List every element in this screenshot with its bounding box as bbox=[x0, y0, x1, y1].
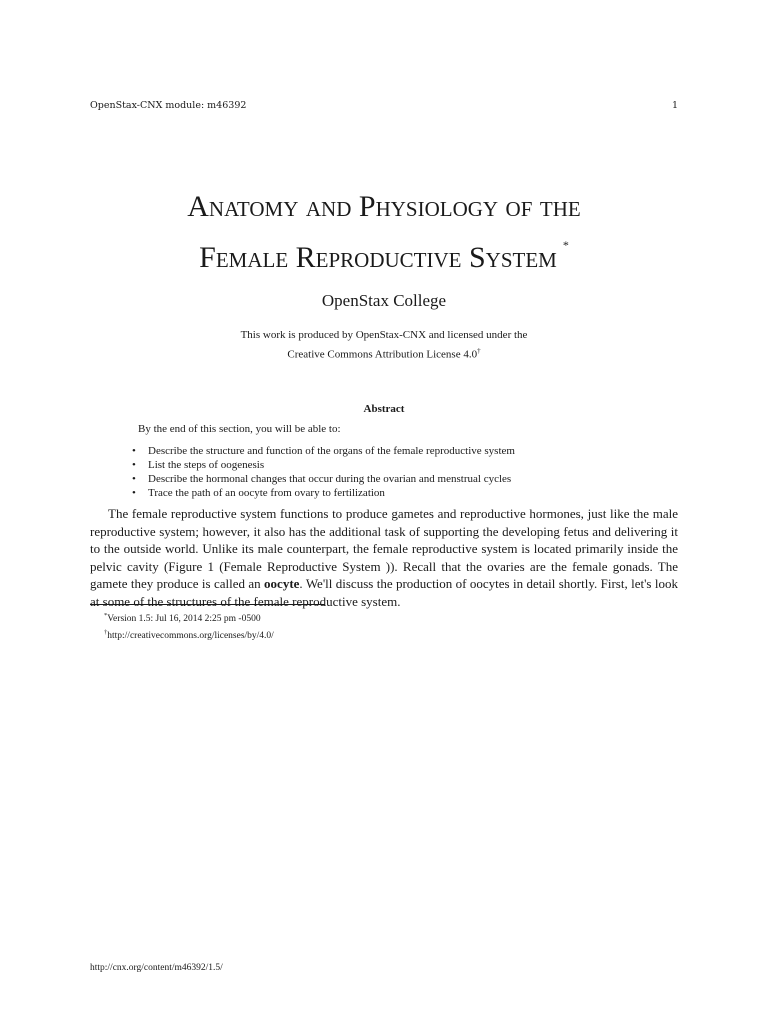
list-item bbox=[130, 486, 515, 500]
license-link[interactable]: http://creativecommons.org/licenses/by/4.0/ bbox=[107, 631, 274, 642]
objective-text: List the steps of oogenesis bbox=[148, 459, 265, 471]
footer-url[interactable]: http://cnx.org/content/m46392/1.5/ bbox=[90, 963, 223, 973]
license-statement bbox=[0, 327, 768, 363]
bullet-icon: • bbox=[132, 445, 136, 457]
page-number: 1 bbox=[671, 100, 678, 111]
bullet-icon: • bbox=[132, 473, 136, 485]
module-id: OpenStax-CNX module: m46392 bbox=[90, 100, 247, 111]
list-item bbox=[130, 444, 515, 458]
footnote-marker: * bbox=[104, 612, 108, 619]
list-item bbox=[130, 472, 515, 486]
abstract-heading: Abstract bbox=[363, 403, 405, 415]
footnote-divider bbox=[90, 604, 325, 605]
learning-objectives-list bbox=[130, 444, 515, 500]
list-item bbox=[130, 458, 515, 472]
objective-text: Describe the hormonal changes that occur during the ovarian and menstrual cycles bbox=[148, 473, 512, 485]
footnote-version bbox=[104, 609, 274, 626]
abstract-intro: By the end of this section, you will be able to: bbox=[138, 423, 341, 435]
body-text-part-1: The female reproductive system functions to produce gametes and reproductive hormones, just like the male reproductive system; however, it also has the additional task of supporting the developing fetus and delivering it to the outside world. Unlike its male counterpart, the female reproductive system is located primarily inside the pelvic cavity (Figure 1 (Female Reproductive System )). Recall that the ovaries are the female gonads. The gamete they produce is called an bbox=[90, 506, 678, 592]
footnote-text: Version 1.5: Jul 16, 2014 2:25 pm -0500 bbox=[107, 614, 261, 625]
bullet-icon: • bbox=[132, 459, 136, 471]
body-text-part-2: . We'll discuss the production of oocytes in detail shortly. First, let's look at some of the structures of the female reproductive system. bbox=[90, 576, 678, 609]
title-line-2: Female Reproductive System bbox=[199, 241, 557, 274]
license-line-1: This work is produced by OpenStax-CNX and licensed under the bbox=[240, 329, 528, 341]
title-line-1: Anatomy and Physiology of the bbox=[187, 190, 581, 223]
title-footnote-marker: * bbox=[562, 238, 569, 252]
document-title bbox=[0, 188, 768, 277]
license-line-2: Creative Commons Attribution License 4.0 bbox=[287, 348, 478, 361]
body-paragraph bbox=[90, 505, 678, 611]
footnote-license-url bbox=[104, 626, 274, 643]
term-oocyte: oocyte bbox=[264, 576, 300, 592]
footnotes bbox=[104, 609, 274, 643]
running-header bbox=[90, 100, 678, 111]
author-name: OpenStax College bbox=[321, 291, 447, 310]
objective-text: Trace the path of an oocyte from ovary to fertilization bbox=[148, 487, 385, 499]
footnote-marker: † bbox=[104, 629, 108, 637]
bullet-icon: • bbox=[132, 487, 136, 499]
objective-text: Describe the structure and function of the organs of the female reproductive system bbox=[148, 445, 515, 457]
license-footnote-marker: † bbox=[477, 347, 481, 355]
